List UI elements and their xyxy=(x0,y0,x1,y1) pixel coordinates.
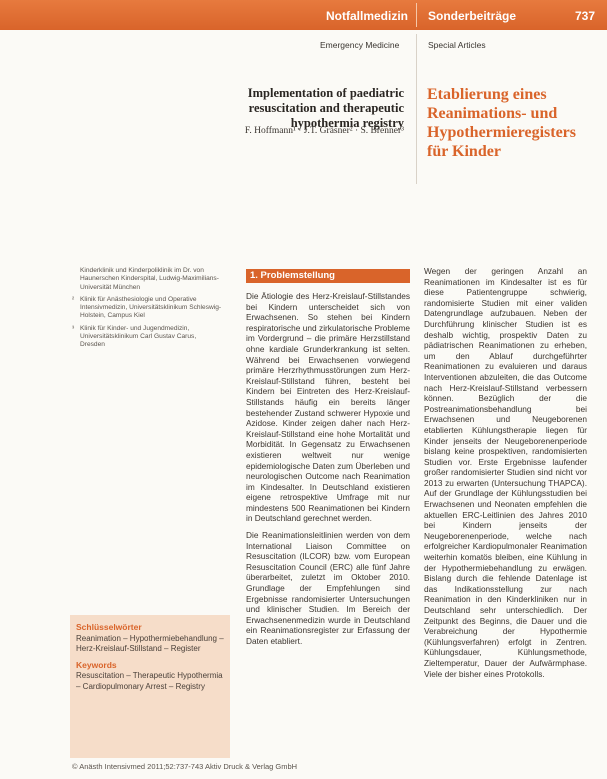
body-column-right xyxy=(424,266,587,685)
keywords-de-text: Reanimation – Hypothermiebehandlung – Herz-Kreislauf-Stillstand – Register xyxy=(76,633,224,653)
header-bar xyxy=(0,0,607,30)
affiliation-2: ² Klinik für Anästhesiologie und Operative Intensivmedizin, Universitätsklinikum Schleswig-Holstein, Campus Kiel xyxy=(72,295,222,320)
header-divider xyxy=(416,3,417,27)
affiliation-1: Kinderklinik und Kinderpoliklinik im Dr. von Haunerschen Kinderspital, Ludwig-Maximilians-Universität München xyxy=(80,267,219,291)
affiliation-3: ³ Klinik für Kinder- und Jugendmedizin, Universitätsklinikum Carl Gustav Carus, Dresden xyxy=(72,324,197,349)
section-label-special: Sonderbeiträge xyxy=(428,9,517,23)
page-number: 737 xyxy=(574,9,595,23)
body-column-left xyxy=(246,291,410,653)
footer-copyright: © Anästh Intensivmed 2011;52:737-743 Aktiv Druck & Verlag GmbH xyxy=(72,762,298,771)
keywords-box xyxy=(70,615,230,758)
paragraph: Wegen der geringen Anzahl an Reanimationen im Kindesalter ist es für diese Patientengruppe schwierig, randomisierte Studien mit einer validen Datengrundlage aufzubauen. Neben der Durchführung klinischer Studien ist es deshalb wichtig, prospektiv Daten zu pädiatrischen Reanimationen zu erheben, um den Ablauf durchgeführter Reanimationen zu evaluieren und daraus Interventionen abzuleiten, die das Outcome nach Herz-Kreislauf-Stillstand verbessern können. Bezüglich der die Postreanimationsbehandlung bei Erwachsenen und Neugeborenen etablierten Kühlungstherapie liegen für Kinder jenseits der Neugeborenenperiode bislang keine prospektiven, randomisierten Studien vor. Erste Ergebnisse laufender großer randomisierter Studien sind nicht vor 2013 zu erwarten (Untersuchung THAPCA). Auf der Grundlage der Kühlungsstudien bei Erwachsenen und Neonaten empfehlen die aktuellen ERC-Leitlinien des Jahres 2010 bei Kindern jenseits der Neugeborenenperiode, welche nach erfolgreicher Kardiopulmonaler Reanimation weiterhin komatös bleiben, eine Kühlung in der Hypothermiebehandlung zu erwägen. Bislang durch die fehlende Datenlage ist das Indikationsstellung zur nach Reanimation in den Kinderkliniken nur in Deutschland sehr unterschiedlich. Der Zeitpunkt des Beginns, die Dauer und die Verabreichung der Hypothermie (Kühlungsverfahren) erfolgt in Zentren. Kühlungsdauer, Kühlungsmethode, Zieltemperatur, Dauer der Aufwärmphase. Viele der bisher eines Protokolls. xyxy=(424,266,587,679)
english-title: Implementation of paediatric resuscitation and therapeutic hypothermia registry xyxy=(247,86,404,130)
special-articles-label: Special Articles xyxy=(428,40,486,50)
keywords-en-heading: Keywords xyxy=(76,659,117,670)
german-title: Etablierung eines Reanimations- und Hypothermieregisters für Kinder xyxy=(427,86,576,160)
keywords-en-text: Resuscitation – Therapeutic Hypothermia – Cardiopulmonary Arrest – Registry xyxy=(76,671,223,691)
section-label-de: Notfallmedizin xyxy=(326,9,409,23)
section-label-en: Emergency Medicine xyxy=(320,40,400,50)
affiliations xyxy=(72,267,222,354)
title-divider xyxy=(416,34,417,184)
paragraph: Die Ätiologie des Herz-Kreislauf-Stillstandes bei Kindern unterscheidet sich von Erwachsenen. So stehen bei Kindern respiratorische und zirkulatorische Probleme im Vordergrund – die primäre Herzstillstand ohne kardiale Grunderkrankung ist selten. Während bei Erwachsenen vorwiegend primäre Herzrhythmusstörungen zum Herz-Kreislauf-Stillstand führen, besteht bei Kindern bei Eintreten des Herz-Kreislauf-Stillstands häufig ein bereits länger bestehender Zustand schwerer Hypoxie und Azidose. Kinder zeigen daher nach Herz-Kreislauf-Stillstand eine hohe Mortalität und Morbidität. In Gegensatz zu Erwachsenen existieren weltweit nur wenige epidemiologische Daten zum Überleben und neurologischen Outcome nach Reanimation im Kindesalter. In Deutschland existieren eigene retrospektive Umfrage mit nur mindestens 500 Reanimationen bei Kindern in Deutschland gerechnet werden. xyxy=(246,291,410,524)
section-heading: 1. Problemstellung xyxy=(246,269,410,283)
paragraph: Die Reanimationsleitlinien werden von dem International Liaison Committee on Resuscitation (ILCOR) bzw. vom European Resuscitation Council (ERC) alle fünf Jahre überarbeitet, zuletzt im Oktober 2010. Grundlage der Empfehlungen sind Ergebnisse randomisierter Untersuchungen und klinischer Studien. Im Bereich der Erwachsenenmedizin wurde in Deutschland ein Reanimationsregister zur Erfassung der Daten etabliert. xyxy=(246,530,410,646)
keywords-de-heading: Schlüsselwörter xyxy=(76,622,142,632)
authors: F. Hoffmann¹ · J.T. Gräsner² · S. Brenner³ xyxy=(244,126,404,136)
